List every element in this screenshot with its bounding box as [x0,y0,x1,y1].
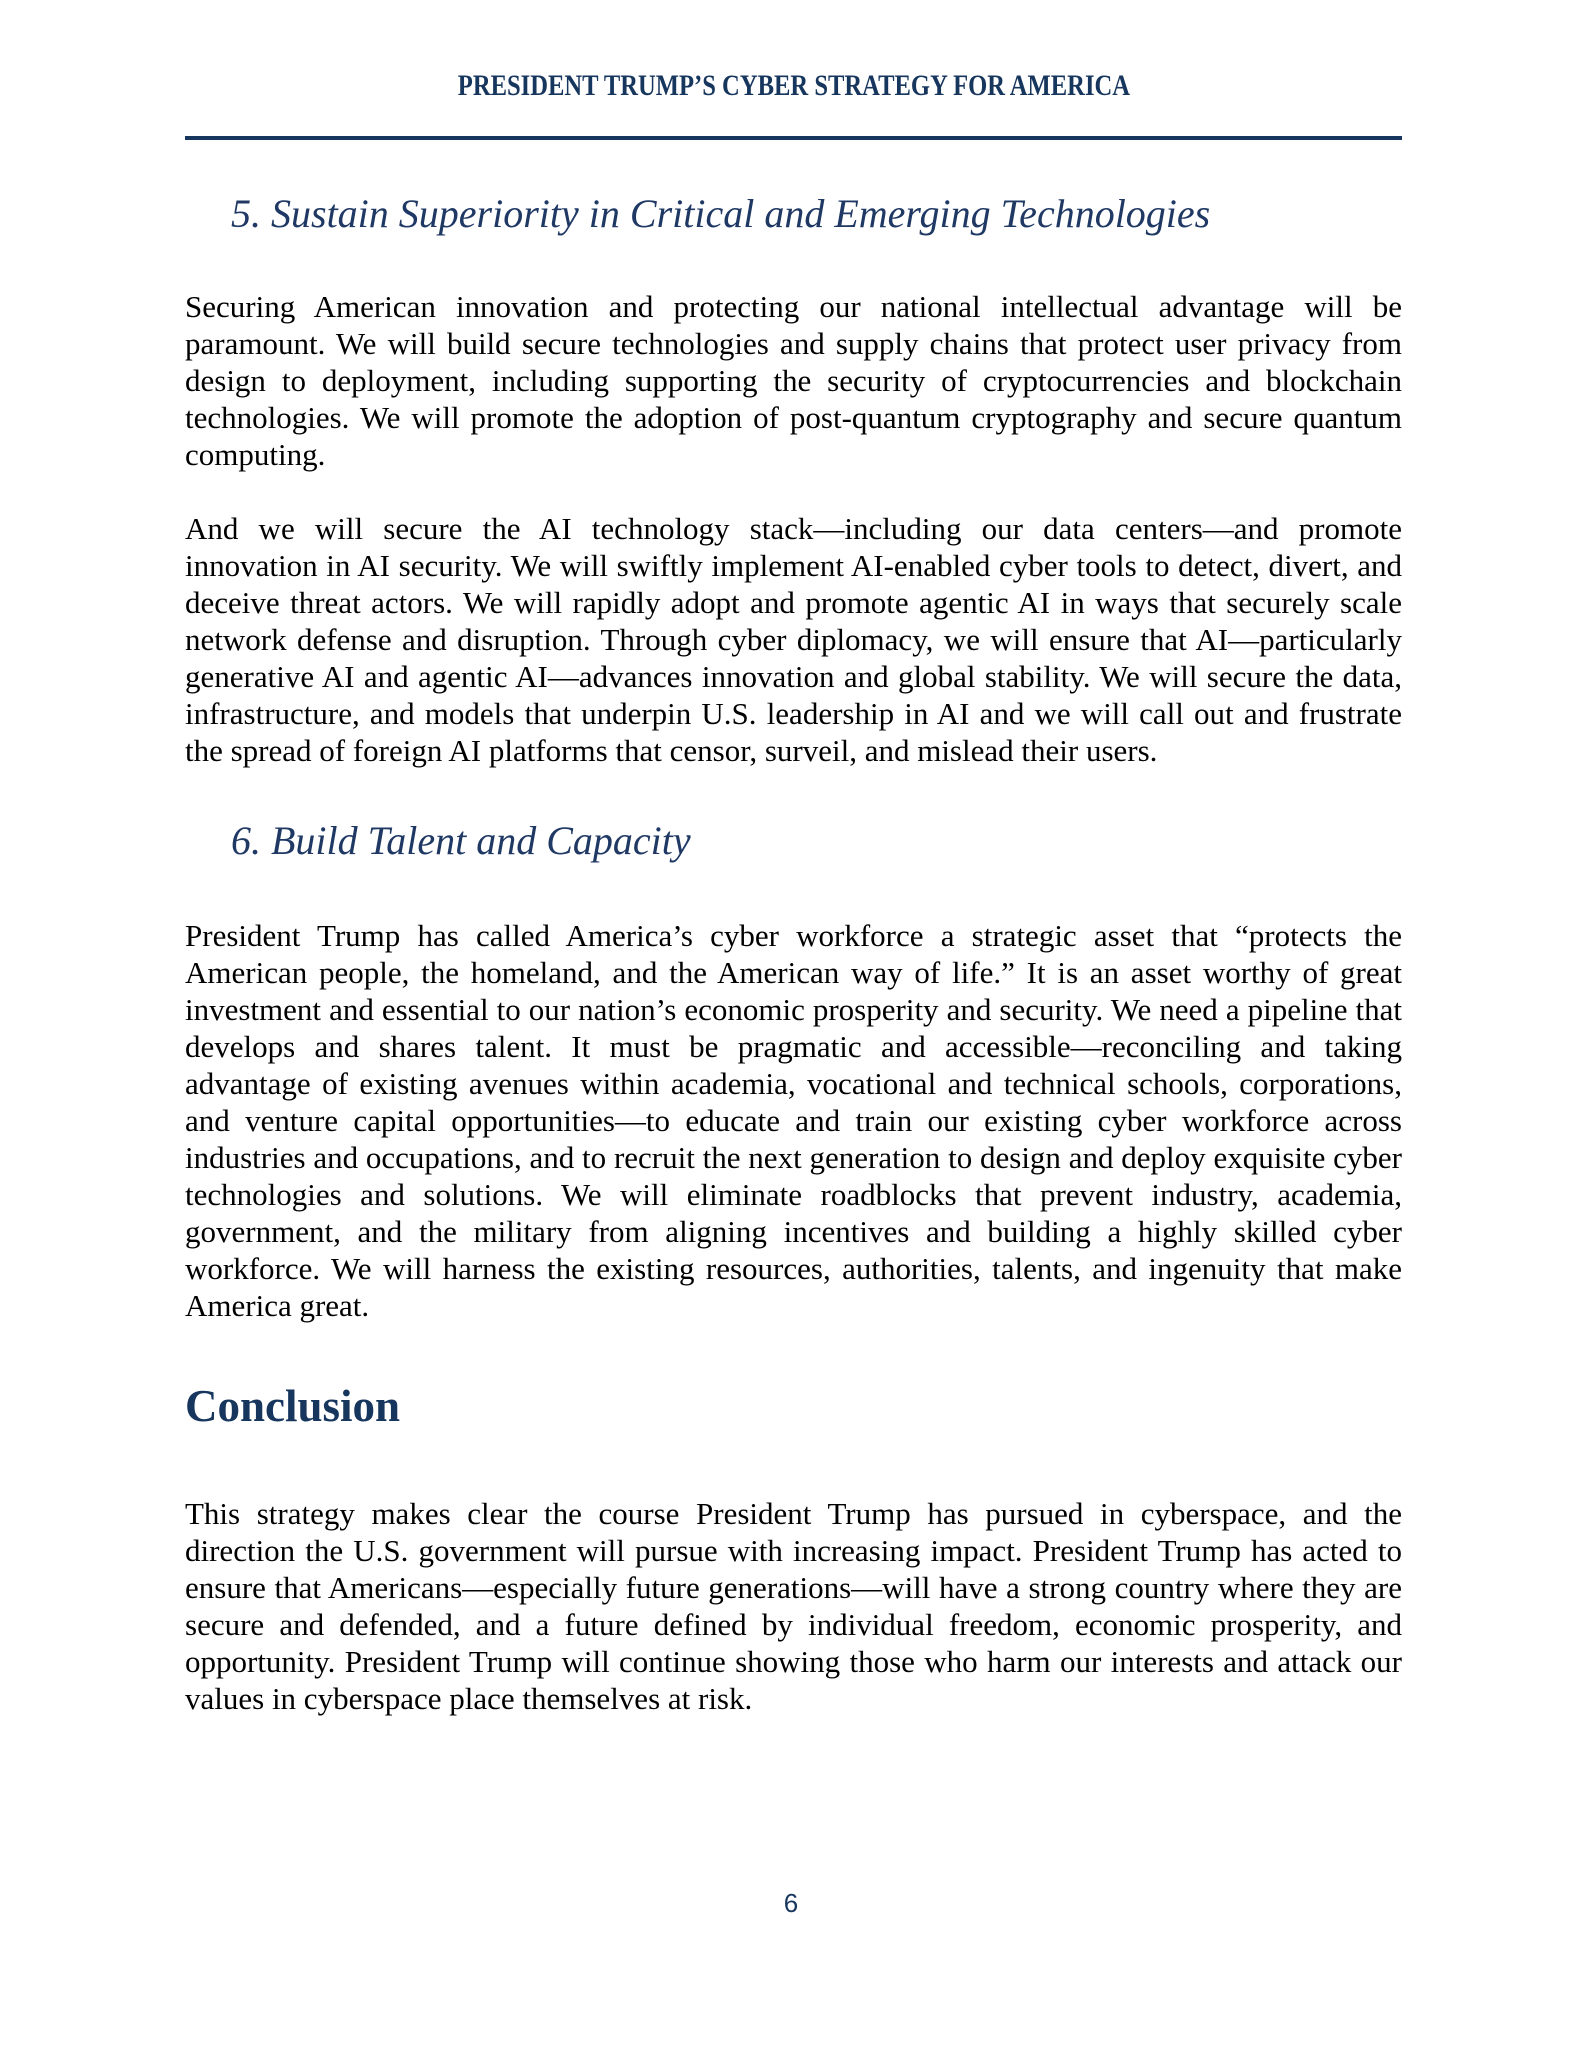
page-number: 6 [783,1888,799,1918]
body-paragraph: Securing American innovation and protecting our national intellectual advantage will be paramount. We will build secure technologies and supply chains that protect user privacy from design to deployment, including supporting the security of cryptocurrencies and blockchain technologies. We will promote the adoption of post-quantum cryptography and secure quantum computing. [185,289,1402,472]
header-rule [185,136,1402,140]
body-paragraph: This strategy makes clear the course President Trump has pursued in cyberspace, and the direction the U.S. government will pursue with increasing impact. President Trump has acted to ensure that Americans—especially future generations—will have a strong country where they are secure and defended, and a future defined by individual freedom, economic prosperity, and opportunity. President Trump will continue showing those who harm our interests and attack our values in cyberspace place themselves at risk. [185,1496,1402,1716]
body-paragraph: And we will secure the AI technology stack—including our data centers—and promote innovation in AI security. We will swiftly implement AI-enabled cyber tools to detect, divert, and deceive threat actors. We will rapidly adopt and promote agentic AI in ways that securely scale network defense and disruption. Through cyber diplomacy, we will ensure that AI—particularly generative AI and agentic AI—advances innovation and global stability. We will secure the data, infrastructure, and models that underpin U.S. leadership in AI and we will call out and frustrate the spread of foreign AI platforms that censor, surveil, and mislead their users. [185,511,1402,768]
header-title: PRESIDENT TRUMP’S CYBER STRATEGY FOR AMERICA [457,69,1130,102]
conclusion-heading: Conclusion [185,1381,401,1431]
section-heading-6: 6. Build Talent and Capacity [231,818,691,863]
section-heading-5: 5. Sustain Superiority in Critical and Emerging Technologies [231,191,1211,236]
page-footer [0,1888,1582,1918]
page-header [185,0,1402,109]
body-paragraph: President Trump has called America’s cyber workforce a strategic asset that “protects the American people, the homeland, and the American way of life.” It is an asset worthy of great investment and essential to our nation’s economic prosperity and security. We need a pipeline that develops and shares talent. It must be pragmatic and accessible—reconciling and taking advantage of existing avenues within academia, vocational and technical schools, corporations, and venture capital opportunities—to educate and train our existing cyber workforce across industries and occupations, and to recruit the next generation to design and deploy exquisite cyber technologies and solutions. We will eliminate roadblocks that prevent industry, academia, government, and the military from aligning incentives and building a highly skilled cyber workforce. We will harness the existing resources, authorities, talents, and ingenuity that make America great. [185,918,1402,1323]
